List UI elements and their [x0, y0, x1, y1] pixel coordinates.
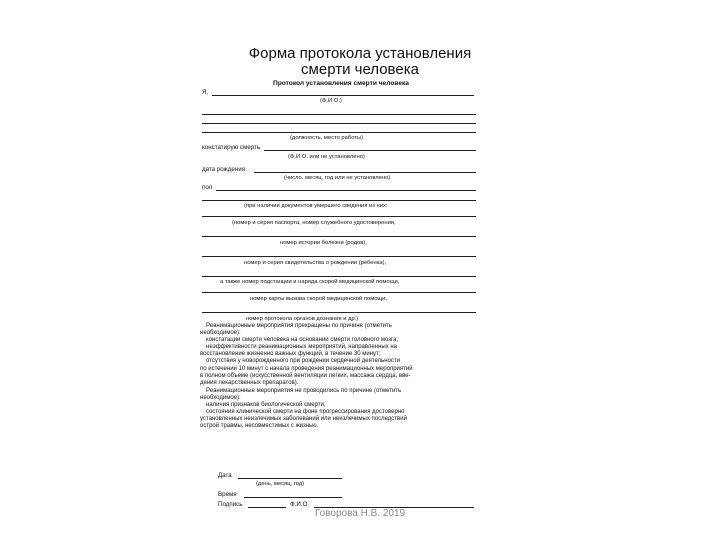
paragraph-line: установленных неизлечимых заболеваний или неизлечимых последствий	[200, 416, 407, 423]
blank-line	[202, 276, 476, 277]
paragraph-line: состояния клинической смерти на фоне прогрессирования достоверно	[206, 409, 405, 416]
passport-caption: (номер и серия паспорта, номер служебного удостоверения,	[232, 220, 396, 226]
blank-line	[202, 216, 476, 217]
state-label: констатирую смерть	[202, 144, 261, 151]
fio-caption: (Ф.И.О.)	[320, 98, 342, 104]
sex-line	[216, 190, 476, 191]
paragraph-line: необходимое):	[200, 395, 241, 402]
slide-title-line-2: смерти человека	[301, 61, 419, 78]
paragraph-line: констатации смерти человека на основании смерти головного мозга;	[206, 337, 399, 344]
ambulance-card-caption: номер карты вызова скорой медицинской помощи,	[250, 296, 388, 302]
paragraph-line: дения лекарственных препаратов).	[200, 379, 299, 386]
date-label: Дата	[218, 472, 232, 479]
fio-line	[212, 95, 474, 96]
reanimation-stopped-block	[200, 323, 478, 387]
ya-row	[200, 89, 478, 97]
paragraph-line: в полном объеме (искусственной вентиляции легких, массажа сердца, вве-	[200, 372, 411, 379]
birth-label: дата рождения	[202, 166, 246, 173]
paragraph-line: необходимое):	[200, 330, 241, 337]
birth-line	[254, 172, 476, 173]
blank-line	[202, 114, 476, 115]
paragraph-line: отсутствия у новорожденного при рождении сердечной деятельности	[206, 358, 401, 365]
birth-caption: (число, месяц, год или не установлено)	[284, 175, 391, 181]
paragraph-line: неэффективности реанимационных мероприятий, направленных на	[206, 344, 398, 351]
blank-line	[202, 200, 476, 201]
signature-label: Подпись	[218, 501, 243, 508]
paragraph-line: наличия признаков биологической смерти;	[206, 402, 326, 409]
fio-or-unknown-caption: (Ф.И.О. или не установлено)	[288, 154, 365, 160]
blank-line	[202, 236, 476, 237]
slide-title-line-1: Форма протокола установления	[248, 45, 472, 62]
substation-caption: а также номер подстанции и наряда скорой медицинской помощи,	[220, 279, 400, 285]
date-caption: (день, месяц, год)	[256, 481, 305, 487]
blank-line	[202, 292, 476, 293]
birth-certificate-caption: номер и серия свидетельства о рождении (ребенка),	[244, 260, 387, 266]
position-caption: (должность, место работы)	[290, 135, 364, 141]
fio-label: Ф.И.О.	[290, 501, 310, 508]
paragraph-line: восстановление жизненно важных функций, в течение 30 минут;	[200, 351, 381, 358]
blank-line	[202, 132, 476, 133]
blank-line	[202, 256, 476, 257]
time-line	[244, 497, 342, 498]
ya-label: Я,	[202, 89, 209, 96]
time-label: Время	[218, 491, 237, 498]
reanimation-not-done-block	[200, 388, 478, 431]
sex-label: пол	[202, 184, 213, 191]
blank-line	[202, 123, 476, 124]
medical-record-caption: номер истории болезни (родов),	[280, 240, 367, 246]
paragraph-line: Реанимационные мероприятия прекращены по причине (отметить	[206, 323, 392, 329]
protocol-form-document	[200, 80, 482, 516]
protocol-number-caption: номер протокола органов дознания и др.)	[246, 316, 359, 322]
paragraph-line: острой травмы, несовместимых с жизнью.	[200, 423, 319, 430]
slide-footer: Говорова Н.В. 2019	[314, 508, 406, 519]
docs-caption: (при наличии документов умершего сведения из них:	[244, 203, 388, 209]
paragraph-line: по истечении 10 минут с начала проведения реанимационных мероприятий	[200, 365, 413, 372]
date-line	[238, 478, 342, 479]
blank-line	[202, 312, 476, 313]
document-heading: Протокол установления смерти человека	[273, 80, 409, 87]
paragraph-line: Реанимационные мероприятия не проводились по причине (отметить	[206, 388, 402, 394]
state-line	[264, 150, 476, 151]
